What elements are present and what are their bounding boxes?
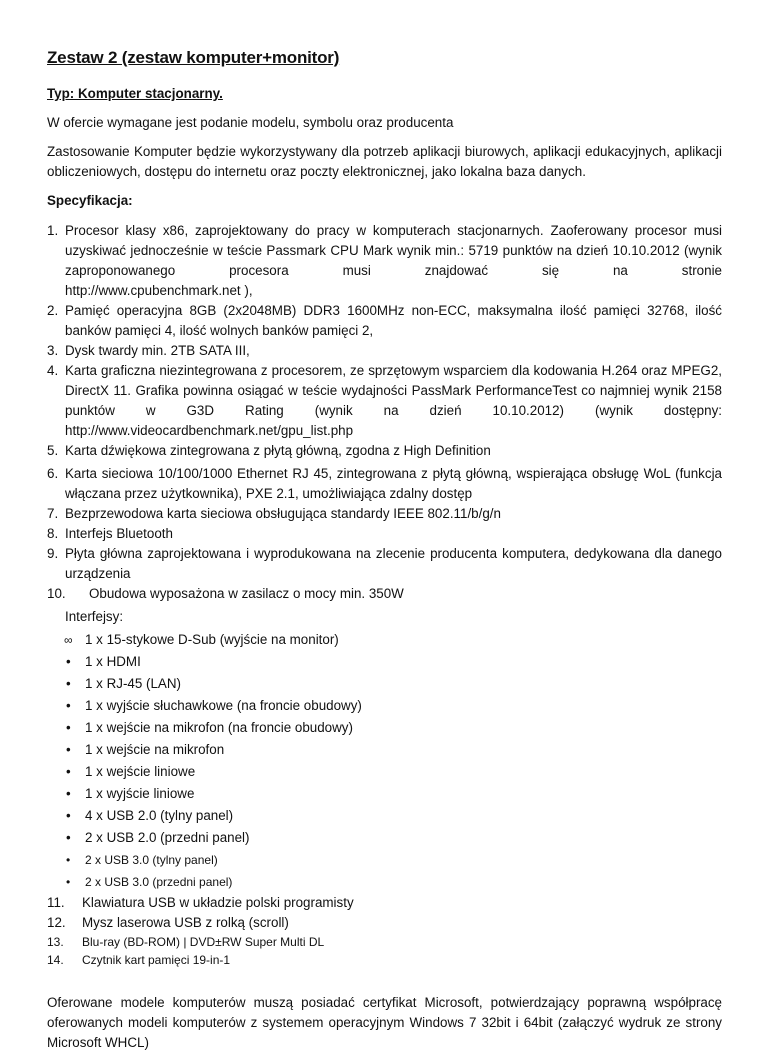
spec-number: 1. xyxy=(47,223,59,238)
spec-link-videocardbenchmark[interactable]: http://www.videocardbenchmark.net/gpu_list.php xyxy=(65,423,354,438)
spec-number: 14. xyxy=(47,953,64,967)
spec-text: Interfejs Bluetooth xyxy=(65,526,173,541)
spec-item-10 xyxy=(47,584,722,604)
interface-text: 1 x HDMI xyxy=(85,654,141,669)
interface-text: 4 x USB 2.0 (tylny panel) xyxy=(85,808,234,823)
spec-number: 11. xyxy=(47,895,65,910)
interface-item xyxy=(65,849,722,871)
spec-text: Płyta główna zaprojektowana i wyprodukowana na zlecenie producenta komputera, dedykowana dla danego urządzenia xyxy=(65,546,722,581)
bullet-icon: • xyxy=(66,786,71,801)
spec-link-cpubenchmark[interactable]: http://www.cpubenchmark.net ), xyxy=(65,283,253,298)
bullet-icon: • xyxy=(66,742,71,757)
bullet-icon: • xyxy=(66,830,71,845)
spec-text: Karta graficzna niezintegrowana z procesorem, ze sprzętowym wsparciem dla kodowania H.264 oraz MPEG2, DirectX 11. Grafika powinna osiągać w teście wydajności PassMark PerformanceTest co najmniej wynik 2158 punktów w G3D Rating (wynik na dzień 10.10.2012) (wynik dostępny: xyxy=(65,363,722,418)
interfaces-block xyxy=(47,607,722,893)
spec-text: Czytnik kart pamięci 19-in-1 xyxy=(82,953,231,967)
interface-item xyxy=(65,651,722,673)
spec-number: 6. xyxy=(47,466,59,481)
interface-text: 1 x 15-stykowe D-Sub (wyjście na monitor) xyxy=(85,632,339,647)
bullet-icon: • xyxy=(66,764,71,779)
spec-number: 12. xyxy=(47,915,66,930)
spec-number: 4. xyxy=(47,363,59,378)
interfaces-list xyxy=(65,629,722,893)
spec-item-12 xyxy=(47,913,722,933)
spec-item-14 xyxy=(47,951,722,969)
spec-number: 5. xyxy=(47,443,59,458)
spec-number: 3. xyxy=(47,343,59,358)
document-title: Zestaw 2 (zestaw komputer+monitor) xyxy=(47,48,340,67)
interface-item xyxy=(65,739,722,761)
interface-text: 1 x wyjście słuchawkowe (na froncie obudowy) xyxy=(85,698,362,713)
spec-item-9 xyxy=(47,544,722,584)
spec-number: 8. xyxy=(47,526,59,541)
interface-item xyxy=(65,695,722,717)
spec-number: 9. xyxy=(47,546,59,561)
spec-text: Pamięć operacyjna 8GB (2x2048MB) DDR3 1600MHz non-ECC, maksymalna ilość pamięci 32768, ilość banków pamięci 4, ilość wolnych banków pamięci 2, xyxy=(65,303,722,338)
spec-text: Bezprzewodowa karta sieciowa obsługująca standardy IEEE 802.11/b/g/n xyxy=(65,506,501,521)
spec-list xyxy=(47,221,722,604)
interface-item xyxy=(65,673,722,695)
bullet-icon: • xyxy=(66,875,71,889)
spec-item-2 xyxy=(47,301,722,341)
spec-text: Dysk twardy min. 2TB SATA III, xyxy=(65,343,250,358)
interfaces-label: Interfejsy: xyxy=(65,609,124,624)
interface-text: 1 x wejście na mikrofon (na froncie obudowy) xyxy=(85,720,353,735)
infinity-bullet-icon: ∞ xyxy=(64,633,73,647)
spec-item-7 xyxy=(47,504,722,524)
spec-item-4 xyxy=(47,361,722,441)
spec-list-continued xyxy=(47,893,722,969)
spec-item-5 xyxy=(47,441,722,461)
spec-item-8 xyxy=(47,524,722,544)
bullet-icon: • xyxy=(66,720,71,735)
interface-text: 2 x USB 3.0 (przedni panel) xyxy=(85,875,233,889)
type-label: Typ: Komputer stacjonarny. xyxy=(47,86,223,101)
spec-text: Blu-ray (BD-ROM) | DVD±RW Super Multi DL xyxy=(82,935,325,949)
bullet-icon: • xyxy=(66,654,71,669)
spec-text: Karta sieciowa 10/100/1000 Ethernet RJ 45, zintegrowana z płytą główną, wspierająca obsługę WoL (funkcja włączana przez użytkownika), PXE 2.1, umożliwiająca zdalny dostęp xyxy=(65,466,722,501)
interface-text: 1 x wejście liniowe xyxy=(85,764,196,779)
interface-text: 2 x USB 3.0 (tylny panel) xyxy=(85,853,218,867)
interface-text: 2 x USB 2.0 (przedni panel) xyxy=(85,830,250,845)
interface-item xyxy=(65,717,722,739)
bullet-icon: • xyxy=(66,676,71,691)
spec-number: 7. xyxy=(47,506,59,521)
bullet-icon: • xyxy=(66,698,71,713)
usage-paragraph: Zastosowanie Komputer będzie wykorzystywany dla potrzeb aplikacji biurowych, aplikacji edukacyjnych, aplikacji obliczeniowych, dostępu do internetu oraz poczty elektronicznej, jako lokalna baza danych. xyxy=(47,144,722,179)
spec-item-11 xyxy=(47,893,722,913)
interface-item xyxy=(65,761,722,783)
spec-text: Karta dźwiękowa zintegrowana z płytą główną, zgodna z High Definition xyxy=(65,443,491,458)
spec-item-1 xyxy=(47,221,722,301)
spec-item-6 xyxy=(47,464,722,504)
interface-text: 1 x wyjście liniowe xyxy=(85,786,195,801)
spec-text: Klawiatura USB w układzie polski programisty xyxy=(82,895,354,910)
interface-item xyxy=(65,827,722,849)
interface-item xyxy=(65,871,722,893)
interface-item xyxy=(65,629,722,651)
spec-number: 2. xyxy=(47,303,59,318)
interface-text: 1 x RJ-45 (LAN) xyxy=(85,676,181,691)
spec-number: 13. xyxy=(47,935,64,949)
spec-text: Procesor klasy x86, zaprojektowany do pracy w komputerach stacjonarnych. Zaoferowany procesor musi uzyskiwać jednocześnie w teście Passmark CPU Mark wynik min.: 5719 punktów na dzień 10.10.2012 (wynik zaproponowanego procesora musi znajdować się na stronie xyxy=(65,223,722,278)
certification-paragraph: Oferowane modele komputerów muszą posiadać certyfikat Microsoft, potwierdzający poprawną współpracę oferowanych modeli komputerów z systemem operacyjnym Windows 7 32bit i 64bit (załączyć wydruk ze strony Microsoft WHCL) xyxy=(47,995,722,1050)
offer-note: W ofercie wymagane jest podanie modelu, symbolu oraz producenta xyxy=(47,115,454,130)
spec-number: 10. xyxy=(47,586,66,601)
interface-text: 1 x wejście na mikrofon xyxy=(85,742,225,757)
spec-text: Obudowa wyposażona w zasilacz o mocy min. 350W xyxy=(89,586,404,601)
interface-item xyxy=(65,805,722,827)
bullet-icon: • xyxy=(66,853,71,867)
spec-text: Mysz laserowa USB z rolką (scroll) xyxy=(82,915,289,930)
interface-item xyxy=(65,783,722,805)
spec-item-13 xyxy=(47,933,722,951)
spec-item-3 xyxy=(47,341,722,361)
bullet-icon: • xyxy=(66,808,71,823)
spec-label: Specyfikacja: xyxy=(47,193,133,208)
